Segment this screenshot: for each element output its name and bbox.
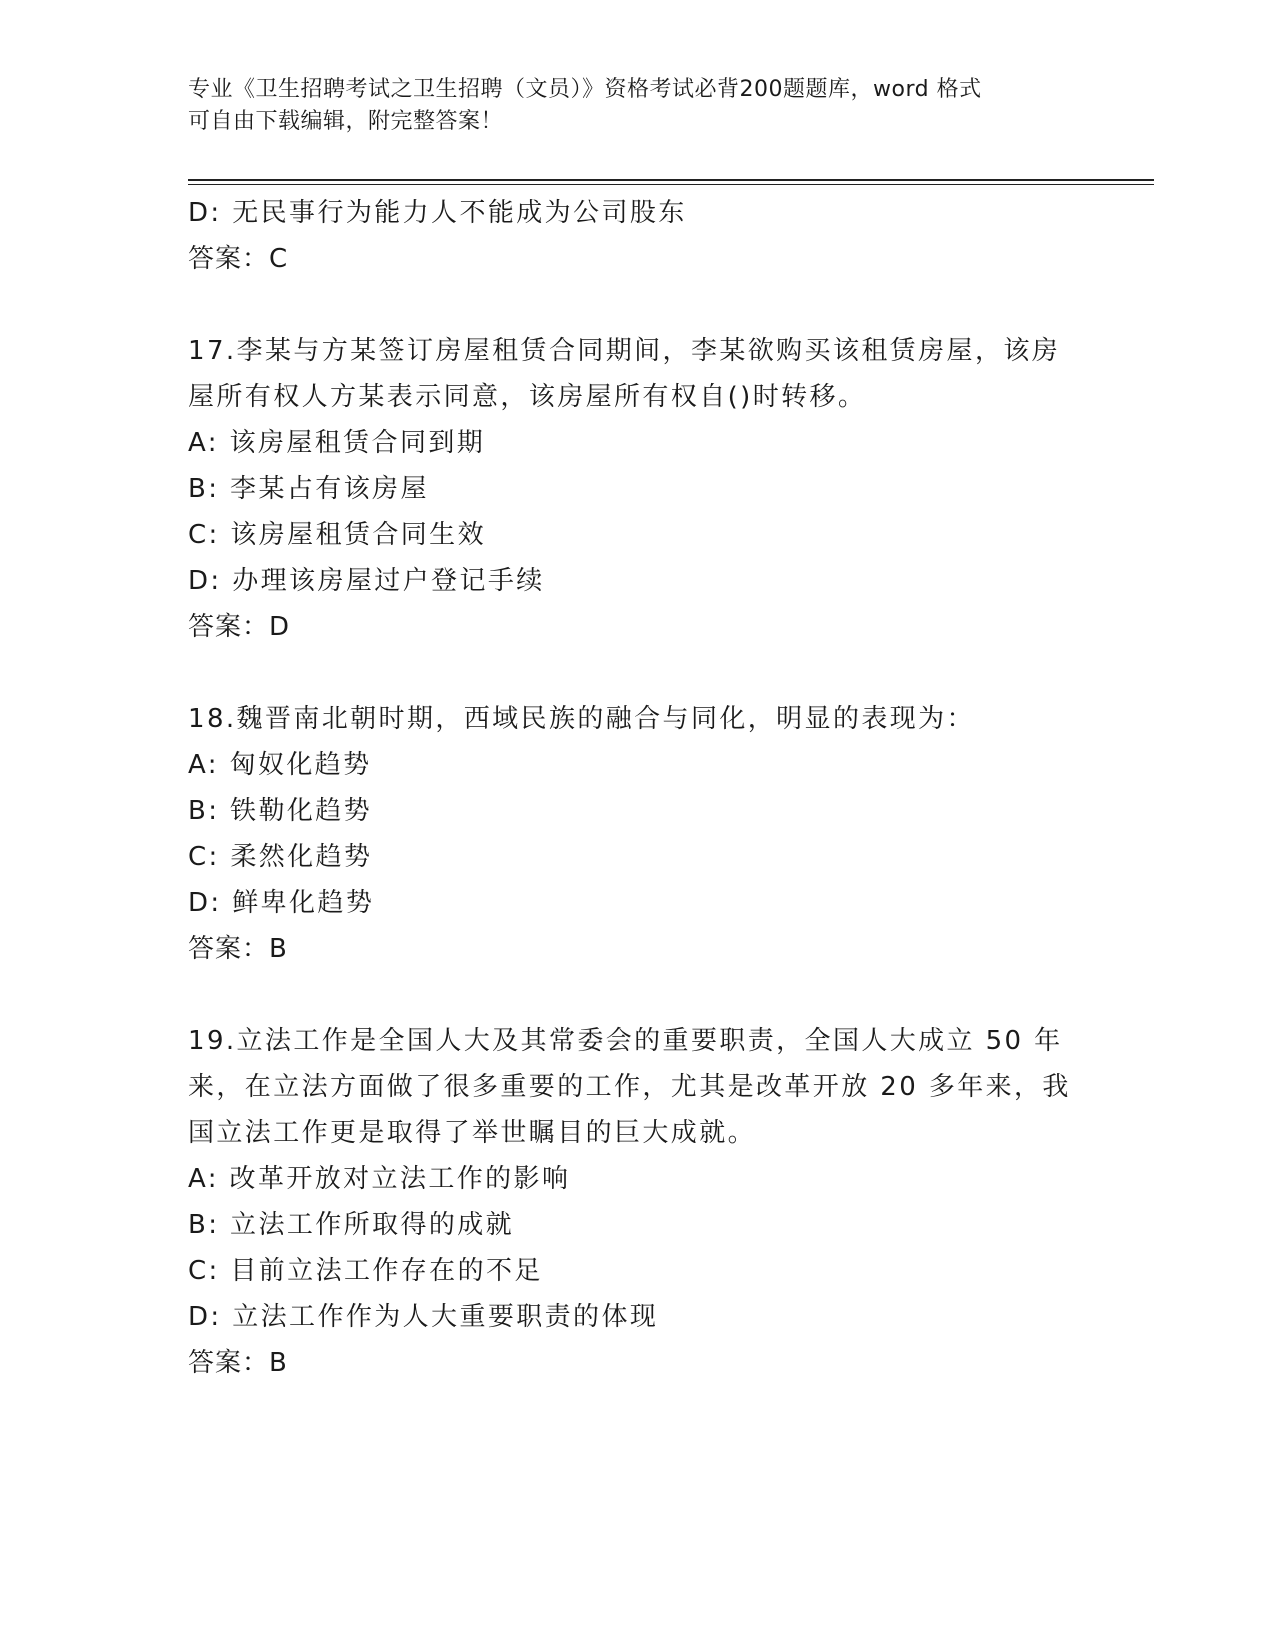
option-b: B: 铁勒化趋势 [188,796,373,826]
question-stem-line: 国立法工作更是取得了举世瞩目的巨大成就。 [188,1118,757,1148]
question-content [188,190,1088,1386]
option-c: C: 目前立法工作存在的不足 [188,1256,543,1286]
answer-line: 答案：B [188,934,288,964]
option-b: B: 李某占有该房屋 [188,474,429,504]
document-header [188,74,1088,138]
answer-line: 答案：B [188,1348,288,1378]
question-17 [188,328,1088,650]
answer-line: 答案：D [188,612,291,642]
header-divider-thick [188,179,1154,181]
question-stem-line: 18.魏晋南北朝时期，西域民族的融合与同化，明显的表现为： [188,704,975,734]
answer-line: 答案：C [188,244,289,274]
spacer [188,282,1088,328]
option-a: A: 该房屋租赁合同到期 [188,428,486,458]
option-a: A: 改革开放对立法工作的影响 [188,1164,571,1194]
question-stem-line: 17.李某与方某签订房屋租赁合同期间，李某欲购买该租赁房屋，该房 [188,336,1061,366]
spacer [188,650,1088,696]
option-d: D: 无民事行为能力人不能成为公司股东 [188,198,687,228]
header-title-line-2: 可自由下载编辑，附完整答案！ [188,109,504,134]
question-19 [188,1018,1088,1386]
option-d: D: 办理该房屋过户登记手续 [188,566,545,596]
option-d: D: 鲜卑化趋势 [188,888,375,918]
question-stem-line: 19.立法工作是全国人大及其常委会的重要职责，全国人大成立 50 年 [188,1026,1063,1056]
option-c: C: 柔然化趋势 [188,842,373,872]
option-c: C: 该房屋租赁合同生效 [188,520,486,550]
spacer [188,972,1088,1018]
header-title-line-1: 专业《卫生招聘考试之卫生招聘（文员）》资格考试必背200题题库，word 格式 [188,77,982,102]
question-stem-line: 屋所有权人方某表示同意，该房屋所有权自()时转移。 [188,382,867,412]
option-b: B: 立法工作所取得的成就 [188,1210,515,1240]
header-divider-thin [188,184,1154,185]
question-stem-line: 来，在立法方面做了很多重要的工作，尤其是改革开放 20 多年来，我 [188,1072,1071,1102]
option-d: D: 立法工作作为人大重要职责的体现 [188,1302,659,1332]
option-a: A: 匈奴化趋势 [188,750,372,780]
previous-question-tail [188,190,1088,282]
question-18 [188,696,1088,972]
